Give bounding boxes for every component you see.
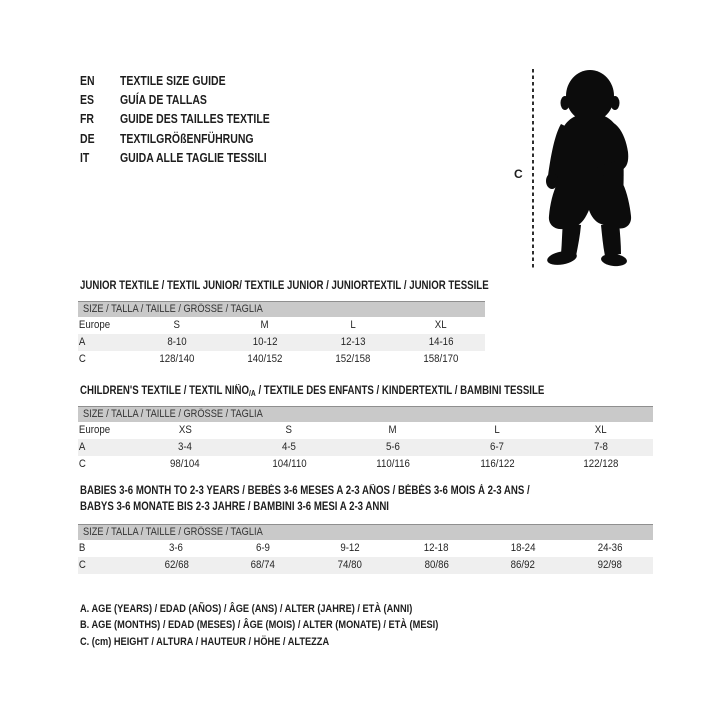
size-cell: 122/128	[583, 458, 619, 470]
size-header-text: SIZE / TALLA / TAILLE / GRÖSSE / TAGLIA	[83, 526, 263, 538]
list-item	[80, 71, 298, 90]
guide-title: GUÍA DE TALLAS	[120, 93, 207, 108]
row-label: Europe	[78, 319, 111, 331]
size-cell: 10-12	[252, 336, 278, 348]
size-cell: 98/104	[170, 458, 200, 470]
size-cell: 152/158	[335, 353, 371, 365]
size-cell: 14-16	[428, 336, 454, 348]
junior-size-header-bar	[78, 301, 485, 317]
size-cell: XS	[178, 424, 192, 436]
size-cell: M	[388, 424, 398, 436]
size-header-text: SIZE / TALLA / TAILLE / GRÖSSE / TAGLIA	[83, 303, 263, 315]
babies-size-table	[78, 540, 653, 574]
size-cell: 6-7	[490, 441, 504, 453]
size-cell: M	[260, 319, 270, 331]
table-row	[78, 439, 653, 456]
size-cell: 7-8	[594, 441, 608, 453]
guide-title: TEXTILE SIZE GUIDE	[120, 73, 226, 88]
row-label: Europe	[78, 424, 111, 436]
note-height-cm: C. (cm) HEIGHT / ALTURA / HAUTEUR / HÖHE / ALTEZZA	[80, 635, 330, 648]
note-age-years: A. AGE (YEARS) / EDAD (AÑOS) / ÂGE (ANS) / ALTER (JAHRE) / ETÀ (ANNI)	[80, 603, 413, 615]
size-cell: 140/152	[247, 353, 283, 365]
table-row	[78, 317, 485, 334]
size-cell: 62/68	[164, 559, 189, 571]
toddler-silhouette-icon	[540, 66, 640, 270]
row-label: C	[78, 353, 86, 365]
size-cell: 3-6	[169, 542, 184, 554]
junior-section-title-text: JUNIOR TEXTILE / TEXTIL JUNIOR/ TEXTILE JUNIOR / JUNIORTEXTIL / JUNIOR TESSILE	[80, 280, 489, 292]
table-row	[78, 540, 653, 557]
size-cell: 74/80	[337, 559, 362, 571]
table-row	[78, 557, 653, 574]
size-header-text: SIZE / TALLA / TAILLE / GRÖSSE / TAGLIA	[83, 408, 263, 420]
babies-section-title	[80, 483, 615, 515]
row-label: A	[78, 441, 86, 453]
children-size-header-bar	[78, 406, 653, 422]
size-cell: S	[173, 319, 181, 331]
junior-size-table	[78, 317, 485, 368]
row-label: C	[78, 458, 86, 470]
children-section-title-text: CHILDREN'S TEXTILE / TEXTIL $NIÑO_{/A}$ / TEXTILE DES ENFANTS / KINDERTEXTIL / BAMBINI TESSILE	[80, 385, 545, 398]
children-size-table	[78, 422, 653, 473]
size-cell: S	[285, 424, 293, 436]
row-label: B	[78, 542, 86, 554]
size-cell: 128/140	[159, 353, 195, 365]
size-cell: 158/170	[423, 353, 459, 365]
row-label: C	[78, 559, 86, 571]
list-item	[80, 110, 298, 129]
guide-title: TEXTILGRÖßENFÜHRUNG	[120, 131, 254, 146]
language-code: IT	[80, 151, 90, 166]
size-cell: 3-4	[178, 441, 192, 453]
list-item	[80, 129, 298, 148]
list-item	[80, 90, 298, 109]
size-cell: 110/116	[376, 458, 410, 470]
table-row	[78, 456, 653, 473]
height-measure-dashed-line	[532, 69, 534, 269]
size-cell: 68/74	[250, 559, 276, 571]
size-cell: 9-12	[339, 542, 360, 554]
list-item	[80, 149, 298, 168]
size-cell: 4-5	[282, 441, 296, 453]
size-cell: 86/92	[510, 559, 536, 571]
legend-notes	[80, 601, 507, 650]
size-cell: 18-24	[510, 542, 536, 554]
size-cell: XL	[435, 319, 447, 331]
size-cell: 116/122	[479, 458, 515, 470]
guide-title: GUIDE DES TAILLES TEXTILE	[120, 112, 270, 127]
language-code: DE	[80, 131, 95, 146]
size-cell: 12-13	[340, 336, 366, 348]
size-cell: L	[494, 424, 500, 436]
babies-section-title-line2: BABYS 3-6 MONATE BIS 2-3 JAHRE / BAMBINI 3-6 MESI A 2-3 ANNI	[80, 501, 389, 513]
size-cell: XL	[595, 424, 607, 436]
row-label: A	[78, 336, 86, 348]
language-code: EN	[80, 73, 95, 88]
size-cell: 8-10	[167, 336, 187, 348]
table-row	[78, 334, 485, 351]
children-section-title	[80, 383, 633, 402]
babies-section-title-line1: BABIES 3-6 MONTH TO 2-3 YEARS / BEBÉS 3-6 MESES A 2-3 AÑOS / BÉBÉS 3-6 MOIS À 2-3 ANS /	[80, 485, 530, 497]
size-cell: 92/98	[597, 559, 622, 571]
height-measure-label: C	[514, 167, 523, 181]
guide-title: GUIDA ALLE TAGLIE TESSILI	[120, 151, 267, 166]
junior-section-title	[80, 278, 566, 294]
babies-size-header-bar	[78, 524, 653, 540]
size-cell: 12-18	[423, 542, 449, 554]
size-cell: 5-6	[386, 441, 400, 453]
table-row	[78, 351, 485, 368]
size-cell: L	[350, 319, 356, 331]
size-cell: 104/110	[271, 458, 307, 470]
note-age-months: B. AGE (MONTHS) / EDAD (MESES) / ÂGE (MOIS) / ALTER (MONATE) / ETÀ (MESI)	[80, 619, 439, 632]
language-code: FR	[80, 112, 95, 127]
size-cell: 80/86	[424, 559, 449, 571]
size-cell: 24-36	[597, 542, 623, 554]
table-row	[78, 422, 653, 439]
language-guide-list	[80, 71, 298, 168]
size-cell: 6-9	[255, 542, 270, 554]
language-code: ES	[80, 93, 95, 108]
